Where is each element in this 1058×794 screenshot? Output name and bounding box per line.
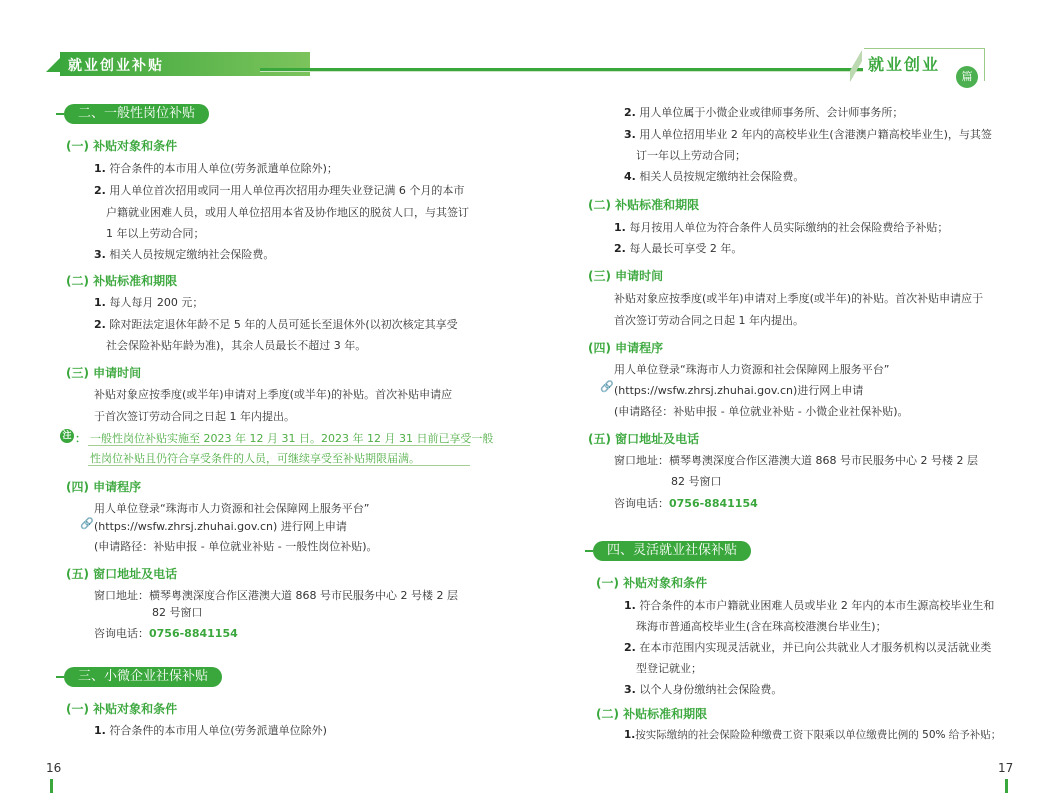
right-header-title: 就业创业 — [868, 55, 941, 74]
url-line[interactable]: (https://wsfw.zhrsj.zhuhai.gov.cn)进行网上申请 — [614, 384, 864, 397]
note-icon: 注 — [60, 429, 74, 443]
subsection-title: (二) 补贴标准和期限 — [66, 274, 178, 288]
section-title-2: 二、一般性岗位补贴 — [64, 104, 209, 124]
list-item — [94, 294, 203, 310]
list-item — [614, 219, 948, 235]
list-text: 除对距法定退休年龄不足 5 年的人员可延长至退休外(以初次核定其享受 — [109, 318, 458, 331]
phone-label: 咨询电话： — [614, 497, 669, 510]
paragraph-line: (申请路径：补贴申报 - 单位就业补贴 - 一般性岗位补贴)。 — [94, 540, 378, 553]
left-header-title: 就业创业补贴 — [68, 58, 164, 74]
list-text: 每月按用人单位为符合条件人员实际缴纳的社会保险费给予补贴； — [629, 221, 949, 234]
note-colon: ： — [75, 432, 86, 445]
subsection-title: (一) 补贴对象和条件 — [66, 702, 178, 716]
list-item — [94, 316, 458, 332]
list-text: 符合条件的本市用人单位(劳务派遣单位除外)； — [109, 162, 338, 175]
section-title-4: 四、灵活就业社保补贴 — [593, 541, 751, 561]
list-item — [624, 126, 992, 142]
list-text: 用人单位首次招用或同一用人单位再次招用办理失业登记满 6 个月的本市 — [109, 184, 465, 197]
list-number: 1. — [624, 599, 636, 612]
list-number: 1. — [94, 724, 106, 737]
header-slash-decoration — [850, 48, 862, 84]
list-number: 4. — [624, 170, 636, 183]
list-number: 3. — [94, 248, 106, 261]
list-text-cont: 型登记就业； — [636, 662, 702, 675]
list-text: 以个人身份缴纳社会保险费。 — [639, 683, 783, 696]
phone-number: 0756-8841154 — [149, 627, 238, 640]
subsection-title: (三) 申请时间 — [588, 269, 664, 283]
note-line: 一般性岗位补贴实施至 2023 年 12 月 31 日。2023 年 12 月 31 日前已享受一般 — [90, 432, 494, 445]
list-item — [624, 727, 1001, 742]
subsection-title: (一) 补贴对象和条件 — [66, 139, 178, 153]
subsection-title: (三) 申请时间 — [66, 366, 142, 380]
page-marker-left — [50, 779, 53, 793]
url-line[interactable]: (https://wsfw.zhrsj.zhuhai.gov.cn) 进行网上申请 — [94, 520, 347, 533]
list-item — [624, 639, 991, 655]
note-underline — [88, 445, 470, 446]
list-item — [624, 681, 782, 697]
right-header-badge: 篇 — [956, 66, 978, 88]
paragraph-line: 于首次签订劳动合同之日起 1 年内提出。 — [94, 410, 295, 423]
address-line: 窗口地址：横琴粤澳深度合作区港澳大道 868 号市民服务中心 2 号楼 2 层 — [94, 589, 458, 602]
list-item — [624, 168, 804, 184]
header-rule-light — [260, 71, 863, 72]
list-text: 按实际缴纳的社会保险险种缴费工资下限乘以单位缴费比例的 50% 给予补贴； — [635, 729, 1002, 741]
paragraph-line: (申请路径：补贴申报 - 单位就业补贴 - 小微企业社保补贴)。 — [614, 405, 909, 418]
note-underline — [88, 465, 470, 466]
list-text: 每人每月 200 元； — [109, 296, 204, 309]
list-number: 3. — [624, 128, 636, 141]
list-number: 2. — [624, 106, 636, 119]
subsection-title: (一) 补贴对象和条件 — [596, 576, 708, 590]
subsection-title: (四) 申请程序 — [588, 341, 664, 355]
list-number: 1. — [614, 221, 626, 234]
list-number: 2. — [94, 318, 106, 331]
subsection-title: (五) 窗口地址及电话 — [66, 567, 178, 581]
link-icon: 🔗 — [80, 517, 94, 530]
list-text: 用人单位招用毕业 2 年内的高校毕业生(含港澳户籍高校毕业生)，与其签 — [639, 128, 992, 141]
list-item — [94, 160, 338, 176]
link-icon: 🔗 — [600, 380, 614, 393]
phone-line — [94, 625, 238, 641]
phone-label: 咨询电话： — [94, 627, 149, 640]
left-header-bar — [60, 52, 310, 76]
subsection-title: (五) 窗口地址及电话 — [588, 432, 700, 446]
address-line-cont: 82 号窗口 — [152, 606, 203, 619]
paragraph-line: 补贴对象应按季度(或半年)申请对上季度(或半年)的补贴。首次补贴申请应 — [94, 388, 453, 401]
right-header — [850, 46, 1000, 86]
list-number: 1. — [94, 162, 106, 175]
section-title-3: 三、小微企业社保补贴 — [64, 667, 222, 687]
list-text-cont: 珠海市普通高校毕业生(含在珠高校港澳台毕业生)； — [636, 620, 887, 633]
list-item — [624, 104, 903, 120]
page-number-right: 17 — [998, 761, 1014, 775]
paragraph-line: 补贴对象应按季度(或半年)申请对上季度(或半年)的补贴。首次补贴申请应于 — [614, 292, 984, 305]
list-item — [94, 246, 274, 262]
list-item — [614, 240, 742, 256]
list-number: 3. — [624, 683, 636, 696]
subsection-title: (二) 补贴标准和期限 — [596, 707, 708, 721]
list-text-cont: 订一年以上劳动合同； — [636, 149, 746, 162]
list-text: 每人最长可享受 2 年。 — [629, 242, 743, 255]
page-number-left: 16 — [46, 761, 62, 775]
note-line: 性岗位补贴且仍符合享受条件的人员，可继续享受至补贴期限届满。 — [90, 452, 420, 465]
list-text: 符合条件的本市户籍就业困难人员或毕业 2 年内的本市生源高校毕业生和 — [639, 599, 995, 612]
list-number: 1. — [94, 296, 106, 309]
paragraph-line: 用人单位登录“珠海市人力资源和社会保障网上服务平台” — [94, 502, 370, 515]
list-text: 符合条件的本市用人单位(劳务派遣单位除外) — [109, 724, 327, 737]
subsection-title: (四) 申请程序 — [66, 480, 142, 494]
phone-number: 0756-8841154 — [669, 497, 758, 510]
paragraph-line: 用人单位登录“珠海市人力资源和社会保障网上服务平台” — [614, 363, 890, 376]
list-number: 2. — [624, 641, 636, 654]
list-item — [94, 722, 327, 738]
list-number: 1. — [624, 729, 636, 741]
list-text-cont: 1 年以上劳动合同； — [106, 227, 205, 240]
list-item — [624, 597, 994, 613]
list-text-cont: 户籍就业困难人员，或用人单位招用本省及协作地区的脱贫人口，与其签订 — [106, 206, 469, 219]
address-line: 窗口地址：横琴粤澳深度合作区港澳大道 868 号市民服务中心 2 号楼 2 层 — [614, 454, 978, 467]
list-text: 相关人员按规定缴纳社会保险费。 — [109, 248, 275, 261]
list-number: 2. — [94, 184, 106, 197]
paragraph-line: 首次签订劳动合同之日起 1 年内提出。 — [614, 314, 804, 327]
list-number: 2. — [614, 242, 626, 255]
list-text: 在本市范围内实现灵活就业，并已向公共就业人才服务机构以灵活就业类 — [639, 641, 992, 654]
list-item — [94, 182, 464, 198]
header-triangle — [46, 58, 60, 72]
subsection-title: (二) 补贴标准和期限 — [588, 198, 700, 212]
phone-line — [614, 495, 758, 511]
page-marker-right — [1005, 779, 1008, 793]
list-text-cont: 社会保险补贴年龄为准)，其余人员最长不超过 3 年。 — [106, 339, 367, 352]
address-line-cont: 82 号窗口 — [671, 475, 722, 488]
list-text: 相关人员按规定缴纳社会保险费。 — [639, 170, 805, 183]
list-text: 用人单位属于小微企业或律师事务所、会计师事务所； — [639, 106, 904, 119]
